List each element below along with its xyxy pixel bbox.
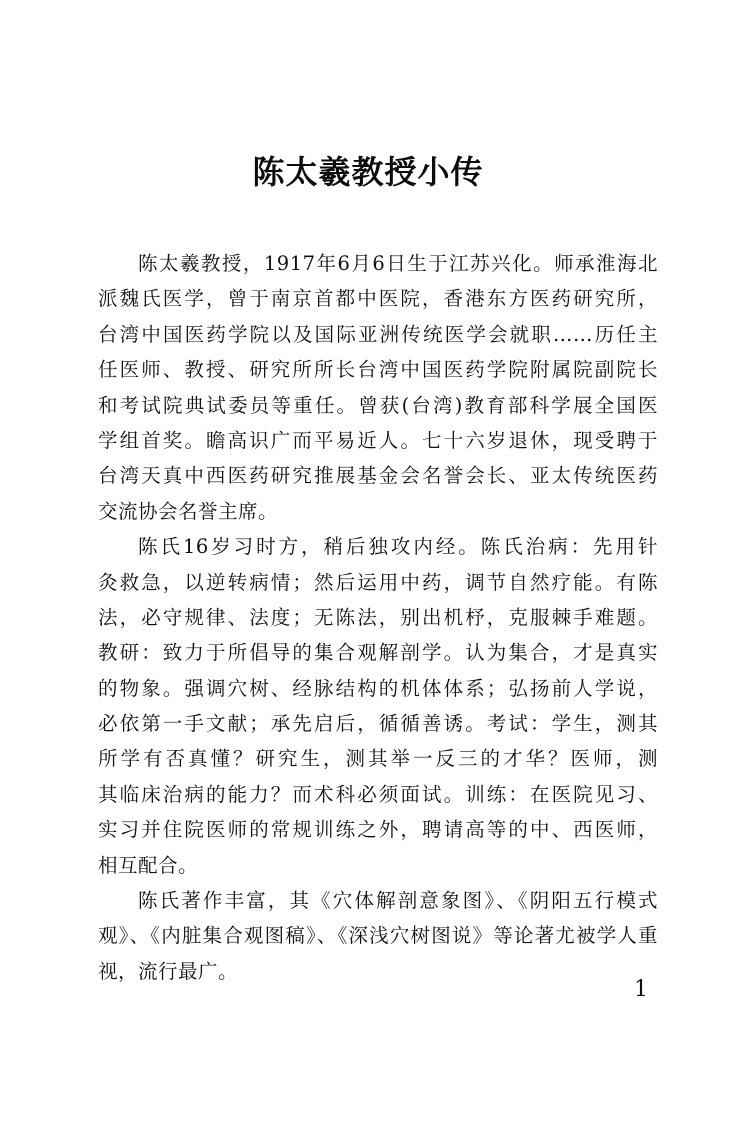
- document-body: [98, 246, 658, 989]
- text-line: 陈太羲教授，1917年6月6日生于江苏兴化。师承淮海北: [138, 252, 658, 275]
- text-line: 灸救急，以逆转病情；然后运用中药，调节自然疗能。有陈: [98, 570, 658, 594]
- text-line: 任医师、教授、研究所所长台湾中国医药学院附属院副院长: [98, 358, 658, 382]
- text-line: 的物象。强调穴树、经脉结构的机体体系；弘扬前人学说，: [98, 676, 658, 700]
- text-line: 实习并住院医师的常规训练之外，聘请高等的中、西医师，: [98, 818, 658, 842]
- paragraph-2: [98, 529, 658, 883]
- text-line: 所学有否真懂？研究生，测其举一反三的才华？医师，测: [98, 747, 658, 771]
- text-line: 交流协会名誉主席。: [98, 499, 279, 523]
- text-line: 观》、《内脏集合观图稿》、《深浅穴树图说》等论著尤被学人重: [98, 924, 658, 948]
- text-line: 台湾中国医药学院以及国际亚洲传统医学会就职……历任主: [98, 322, 658, 346]
- text-line: 视，流行最广。: [98, 959, 239, 983]
- paragraph-3: [98, 883, 658, 989]
- text-line: 教研：致力于所倡导的集合观解剖学。认为集合，才是真实: [98, 641, 658, 665]
- page-title: 陈太羲教授小传: [252, 153, 484, 191]
- text-line: 必依第一手文献；承先启后，循循善诱。考试：学生，测其: [98, 712, 658, 736]
- text-line: 台湾天真中西医药研究推展基金会名誉会长、亚太传统医药: [98, 464, 658, 488]
- page-number: 1: [634, 977, 648, 1002]
- text-line: 和考试院典试委员等重任。曾获(台湾)教育部科学展全国医: [98, 393, 658, 417]
- text-line: 派魏氏医学，曾于南京首都中医院，香港东方医药研究所，: [98, 287, 658, 311]
- text-line: 其临床治病的能力？而术科必须面试。训练：在医院见习、: [98, 782, 658, 806]
- text-line: 陈氏著作丰富，其《穴体解剖意象图》、《阴阳五行模式: [138, 889, 658, 913]
- text-line: 法，必守规律、法度；无陈法，别出机杼，克服棘手难题。: [98, 605, 658, 629]
- text-line: 相互配合。: [98, 853, 199, 877]
- text-line: 学组首奖。瞻高识广而平易近人。七十六岁退休，现受聘于: [98, 428, 658, 452]
- paragraph-1: [98, 246, 658, 529]
- text-line: 陈氏16岁习时方，稍后独攻内经。陈氏治病：先用针: [138, 535, 658, 559]
